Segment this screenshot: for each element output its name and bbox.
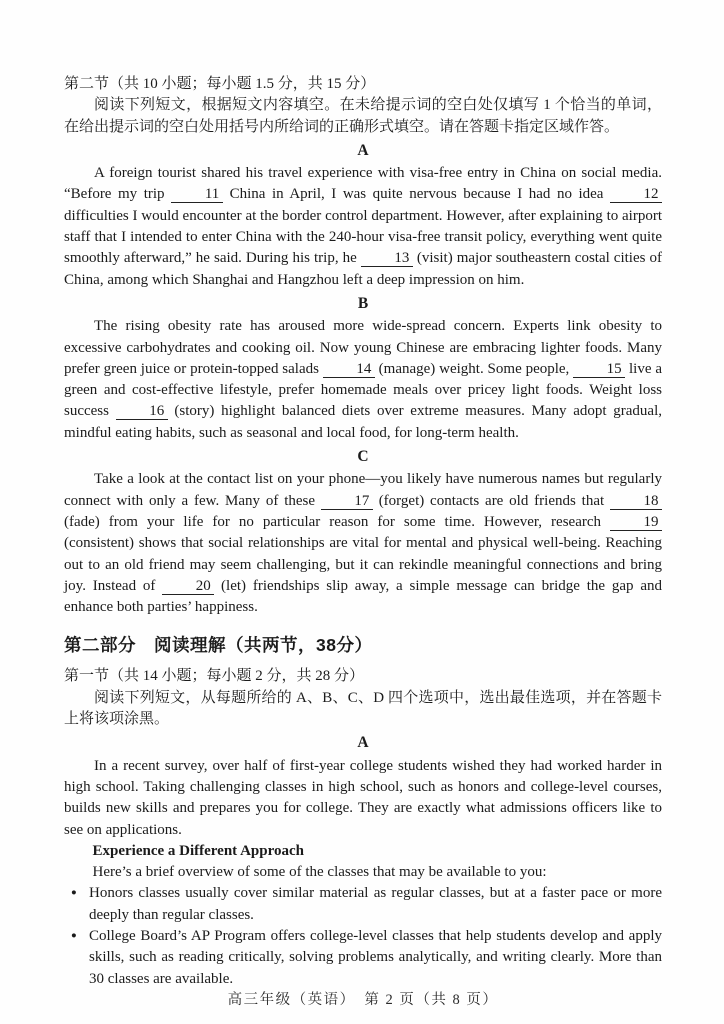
bullet-item-ap-program: ● College Board’s AP Program offers college-level classes that help students develop and apply skills, such as reading critically, solving problems analytically, and writing clearly. More than 30 classes are available. bbox=[89, 926, 662, 990]
reading-passage-a-intro: In a recent survey, over half of first-year college students wished they had worked harder in high school. Taking challenging classes in high school, such as honors and college-level courses, builds new skills and prepares you for college. They are exactly what admissions officers like to see on applications. bbox=[64, 757, 662, 838]
bullet-item-honors: ● Honors classes usually cover similar material as regular classes, but at a faster pace or more deeply than regular classes. bbox=[89, 883, 662, 926]
cloze-passage-c bbox=[64, 446, 662, 618]
cloze-passage-c-text: Take a look at the contact list on your phone—you likely have numerous names but regularly connect with only a few. Many of these 17 (forget) contacts are old friends that 18 (fade) from your life for no particular reason for some time. However, research 19 (consistent) shows that social relationships are vital for mental and physical well-being. Reaching out to an old friend may seem challenging, but it can rekindle meaningful connections and bring joy. Instead of 20 (let) friendships slip away, a simple message can bridge the gap and enhance both parties’ happiness. bbox=[64, 471, 663, 616]
cloze-blank-20: 20 bbox=[162, 579, 214, 595]
reading-passage-a bbox=[64, 732, 662, 990]
cloze-passage-a bbox=[64, 140, 662, 291]
cloze-blank-17: 17 bbox=[321, 494, 373, 510]
reading-passage-a-overview: Here’s a brief overview of some of the classes that may be available to you: bbox=[92, 864, 547, 881]
cloze-section-heading: 第二节（共 10 小题；每小题 1.5 分，共 15 分） bbox=[64, 76, 376, 92]
reading-section bbox=[64, 618, 662, 989]
cloze-blank-19: 19 bbox=[610, 515, 662, 531]
reading-instructions: 阅读下列短文，从每题所给的 A、B、C、D 四个选项中，选出最佳选项，并在答题卡上将该项涂黑。 bbox=[64, 689, 662, 728]
cloze-blank-12: 12 bbox=[610, 187, 662, 203]
reading-part-heading: 第二部分 阅读理解（共两节，38分） bbox=[64, 635, 373, 656]
reading-passage-a-bullets bbox=[64, 883, 662, 989]
passage-c-label: C bbox=[357, 448, 369, 466]
reading-passage-a-subheading: Experience a Different Approach bbox=[92, 842, 305, 859]
cloze-blank-13: 13 bbox=[361, 251, 413, 267]
cloze-passage-b bbox=[64, 293, 662, 444]
page-footer: 高三年级（英语） 第 2 页（共 8 页） bbox=[227, 991, 499, 1008]
passage-b-label: B bbox=[357, 294, 369, 312]
cloze-blank-18: 18 bbox=[610, 494, 662, 510]
cloze-instructions: 阅读下列短文，根据短文内容填空。在未给提示词的空白处仅填写 1 个恰当的单词，在给出提示词的空白处用括号内所给词的正确形式填空。请在答题卡指定区域作答。 bbox=[64, 97, 662, 135]
cloze-blank-15: 15 bbox=[573, 362, 625, 378]
cloze-blank-11: 11 bbox=[171, 187, 223, 203]
cloze-section bbox=[64, 74, 662, 618]
cloze-passage-b-text: The rising obesity rate has aroused more wide-spread concern. Experts link obesity to excessive carbohydrates and cooking oil. Now young Chinese are embracing lighter foods. Many prefer green juice or protein-topped salads 14 (manage) weight. Some people, 15 live a green and cost-effective lifestyle, prefer homemade meals over pricey light foods. Weight loss success 16 (story) highlight balanced diets over extreme measures. Many adopt gradual, mindful eating habits, such as seasonal and local food, for long-term health. bbox=[64, 318, 662, 441]
cloze-blank-16: 16 bbox=[116, 404, 168, 420]
cloze-passage-a-text: A foreign tourist shared his travel experience with visa-free entry in China on social media. “Before my trip 11 China in April, I was quite nervous because I had no idea 12 difficulties I would encounter at the border control department. However, after explaining to airport staff that I intended to enter China with the 240-hour visa-free transit policy, everything went quite smoothly afterward,” he said. During his trip, he 13 (visit) major southeastern costal cities of China, among which Shanghai and Hangzhou left a deep impression on him. bbox=[64, 165, 662, 288]
reading-passage-a-label: A bbox=[357, 734, 369, 752]
passage-a-label: A bbox=[357, 141, 369, 159]
reading-section-heading: 第一节（共 14 小题；每小题 2 分，共 28 分） bbox=[64, 668, 365, 685]
cloze-blank-14: 14 bbox=[323, 362, 375, 378]
